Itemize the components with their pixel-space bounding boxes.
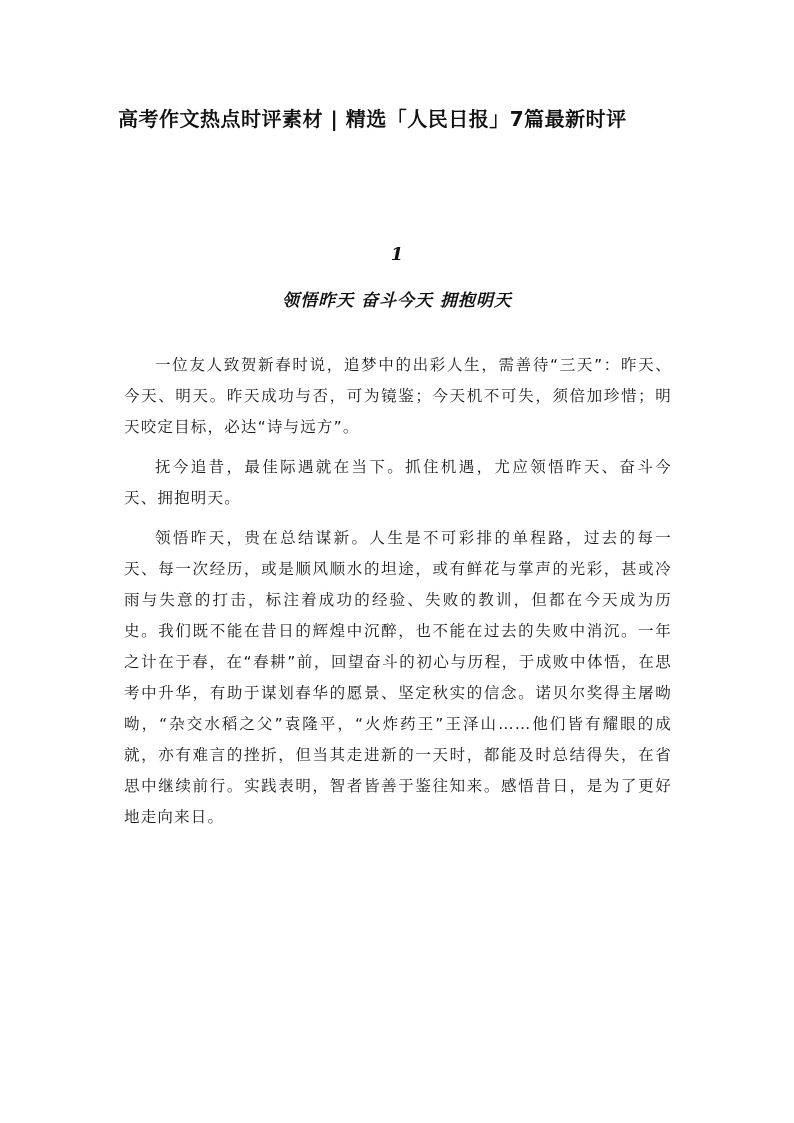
paragraph: 抚今追昔，最佳际遇就在当下。抓住机遇，尤应领悟昨天、奋斗今天、拥抱明天。 — [124, 458, 672, 507]
section-number: 1 — [390, 244, 404, 265]
document-title: 高考作文热点时评素材 | 精选「人民日报」7篇最新时评 — [118, 107, 627, 131]
paragraph: 领悟昨天，贵在总结谋新。人生是不可彩排的单程路，过去的每一天、每一次经历，或是顺风顺水的坦途，或有鲜花与掌声的光彩，甚或冷雨与失意的打击，标注着成功的经验、失败的教训，但都在今天成为历史。我们既不能在昔日的辉煌中沉醉，也不能在过去的失败中消沉。一年之计在于春，在“春耕”前，回望奋斗的初心与历程，于成败中体悟，在思考中升华，有助于谋划春华的愿景、坚定秋实的信念。诺贝尔奖得主屠呦呦，“杂交水稻之父”袁隆平，“火炸药王”王泽山……他们皆有耀眼的成就，亦有难言的挫折，但当其走进新的一天时，都能及时总结得失，在省思中继续前行。实践表明，智者皆善于鉴往知来。感悟昔日，是为了更好地走向来日。 — [124, 529, 672, 826]
article-body — [124, 350, 672, 842]
section-heading: 领悟昨天 奋斗今天 拥抱明天 — [282, 291, 512, 311]
paragraph: 一位友人致贺新春时说，追梦中的出彩人生，需善待“三天”：昨天、今天、明天。昨天成功与否，可为镜鉴；今天机不可失，须倍加珍惜；明天咬定目标，必达“诗与远方”。 — [124, 356, 672, 436]
